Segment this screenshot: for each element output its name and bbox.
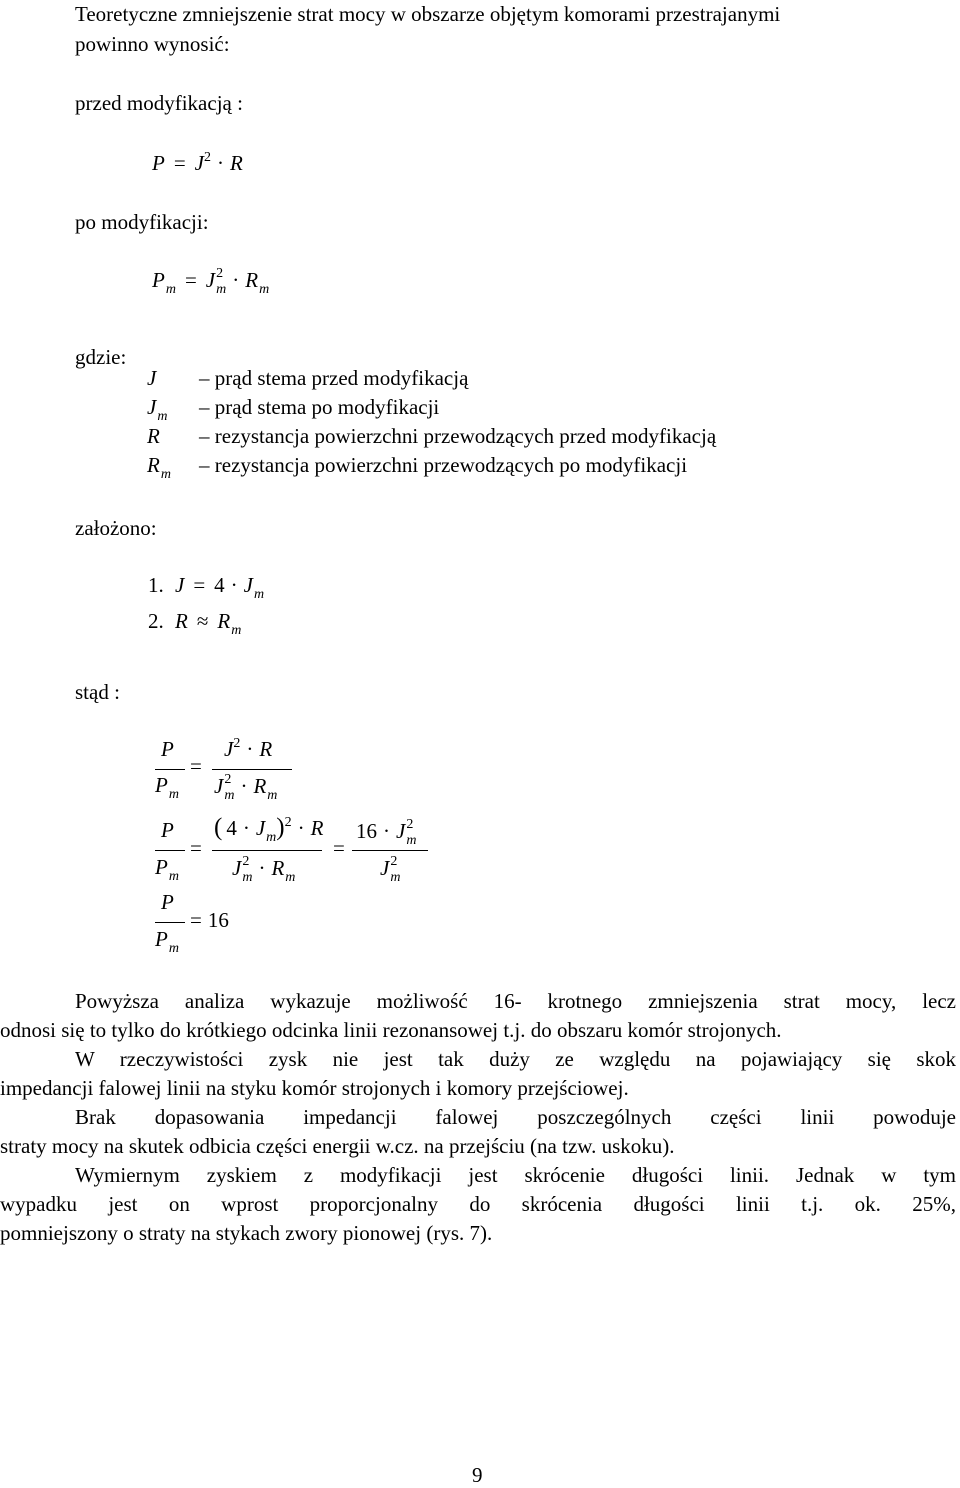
definition-subscript: m — [160, 467, 171, 482]
definition-symbol: J — [147, 395, 157, 419]
dot-operator: · — [240, 773, 248, 798]
exponent: 2 — [242, 854, 250, 869]
symbol-R: R — [271, 855, 285, 880]
label-before: przed modyfikacją : — [75, 91, 243, 115]
label-hence: stąd : — [75, 680, 120, 704]
definition-symbol: R — [147, 424, 160, 448]
subscript-m: m — [285, 869, 296, 885]
symbol-R: R — [259, 737, 273, 761]
symbol-P: P — [152, 267, 165, 292]
item-number: 2. — [148, 609, 164, 633]
fraction-bar — [155, 769, 185, 770]
approx-sign: ≈ — [196, 609, 209, 633]
fraction-bar — [155, 850, 185, 851]
definition-row — [147, 366, 468, 391]
symbol-R: R — [310, 816, 324, 840]
dot-operator: · — [258, 855, 266, 880]
symbol-J: J — [255, 816, 266, 840]
equals-sign: = — [190, 908, 202, 932]
definition-text: – prąd stema po modyfikacji — [199, 395, 440, 419]
definition-row — [147, 395, 440, 424]
symbol-R: R — [230, 151, 243, 175]
exponent: 2 — [204, 150, 211, 165]
dot-operator: · — [232, 267, 240, 292]
label-after: po modyfikacji: — [75, 210, 209, 234]
symbol-J: J — [380, 855, 390, 880]
symbol-P: P — [155, 927, 168, 951]
frac3-denominator — [155, 927, 179, 956]
subscript-m: m — [266, 830, 277, 845]
frac2-numerator — [161, 818, 174, 843]
assumption-1 — [148, 573, 265, 602]
symbol-R: R — [245, 267, 259, 292]
subscript-m: m — [390, 870, 401, 885]
equals-sign: = — [190, 836, 202, 860]
intro-line-1: Teoretyczne zmniejszenie strat mocy w obszarze objętym komorami przestrajanymi — [75, 2, 781, 26]
subscript-m: m — [406, 833, 417, 848]
paragraph-4-line-2: wypadku jest on wprost proporcjonalny do skrócenia długości linii t.j. ok. 25%, — [0, 1192, 956, 1216]
frac2-denominator — [155, 855, 179, 884]
label-assumed: założono: — [75, 516, 157, 540]
paragraph-1-line-2: odnosi się to tylko do krótkiego odcinka linii rezonansowej t.j. do obszaru komór strojonych. — [0, 1018, 782, 1042]
paragraph-3-line-2: straty mocy na skutek odbicia części energii w.cz. na przejściu (na tzw. uskoku). — [0, 1134, 675, 1158]
equals-sign: = — [184, 267, 197, 292]
subscript-m: m — [216, 282, 227, 297]
equals-sign: = — [333, 836, 345, 860]
symbol-P: P — [161, 737, 174, 761]
symbol-J: J — [232, 855, 242, 880]
frac3-result — [190, 908, 229, 933]
exponent: 2 — [216, 266, 224, 281]
paragraph-1-line-1: Powyższa analiza wykazuje możliwość 16- krotnego zmniejszenia strat mocy, lecz — [75, 989, 956, 1013]
equals-sign: = — [193, 573, 206, 597]
equals-sign: = — [173, 151, 186, 175]
symbol-J: J — [224, 737, 234, 761]
dot-operator: · — [242, 816, 250, 840]
definition-text: – rezystancja powierzchni przewodzących po modyfikacji — [199, 453, 688, 477]
symbol-R: R — [217, 609, 231, 633]
frac2-result-denominator — [380, 855, 400, 885]
frac3-numerator — [161, 890, 174, 915]
subscript-m: m — [254, 587, 265, 602]
frac2-rhs-numerator — [214, 814, 324, 845]
dot-operator: · — [383, 818, 390, 843]
frac2-rhs-denominator — [232, 855, 295, 885]
definition-text: – rezystancja powierzchni przewodzących przed modyfikacją — [199, 424, 717, 448]
definition-symbol: J — [147, 366, 157, 390]
symbol-J: J — [194, 151, 204, 175]
subscript-m: m — [242, 870, 253, 885]
paragraph-2-line-2: impedancji falowej linii na styku komór strojonych i komory przejściowej. — [0, 1076, 629, 1100]
exponent: 2 — [390, 854, 398, 869]
fraction-bar — [212, 850, 322, 851]
exponent: 2 — [224, 772, 232, 787]
frac1-denominator — [155, 773, 179, 802]
fraction-bar — [212, 769, 292, 770]
dot-operator: · — [230, 573, 238, 597]
symbol-P: P — [161, 818, 174, 842]
equals-sign: = — [190, 754, 202, 778]
subscript-m: m — [231, 623, 242, 638]
subscript-m: m — [168, 787, 179, 802]
number-16: 16 — [207, 908, 229, 932]
formula-after — [152, 267, 269, 297]
symbol-J: J — [205, 267, 216, 292]
right-paren: ) — [276, 814, 285, 841]
definition-row — [147, 453, 688, 482]
symbol-P: P — [161, 890, 174, 914]
number-4: 4 — [214, 573, 225, 597]
exponent: 2 — [233, 736, 241, 751]
subscript-m: m — [267, 787, 278, 803]
assumption-2 — [148, 609, 242, 638]
symbol-R: R — [253, 773, 267, 798]
fraction-bar — [352, 850, 428, 851]
frac1-numerator — [161, 737, 174, 762]
definition-subscript: m — [157, 409, 168, 424]
symbol-R: R — [175, 609, 188, 633]
formula-before — [152, 151, 243, 176]
subscript-m: m — [168, 941, 179, 956]
subscript-m: m — [224, 788, 235, 803]
exponent: 2 — [284, 815, 292, 830]
symbol-J: J — [396, 818, 406, 843]
frac1-rhs-denominator — [214, 773, 277, 803]
paragraph-3-line-1: Brak dopasowania impedancji falowej poszczególnych części linii powoduje — [75, 1105, 956, 1129]
symbol-J: J — [175, 573, 185, 597]
frac1-rhs-numerator — [224, 737, 272, 762]
symbol-P: P — [155, 855, 168, 879]
definition-row — [147, 424, 716, 449]
left-paren: ( — [214, 814, 223, 841]
subscript-m: m — [168, 869, 179, 884]
number-16: 16 — [356, 818, 377, 843]
frac2-result-numerator — [356, 818, 416, 848]
dot-operator: · — [217, 151, 224, 175]
label-where: gdzie: — [75, 345, 127, 369]
dot-operator: · — [297, 816, 305, 840]
fraction-bar — [155, 922, 185, 923]
page-number: 9 — [472, 1463, 483, 1487]
subscript-m: m — [259, 281, 270, 297]
exponent: 2 — [406, 817, 414, 832]
paragraph-4-line-1: Wymiernym zyskiem z modyfikacji jest skrócenie długości linii. Jednak w tym — [75, 1163, 956, 1187]
paragraph-2-line-1: W rzeczywistości zysk nie jest tak duży ze względu na pojawiający się skok — [75, 1047, 956, 1071]
subscript-m: m — [165, 281, 176, 297]
intro-line-2: powinno wynosić: — [75, 32, 230, 56]
symbol-J: J — [243, 573, 253, 597]
symbol-J: J — [214, 773, 224, 798]
definition-text: – prąd stema przed modyfikacją — [199, 366, 469, 390]
paragraph-4-line-3: pomniejszony o straty na stykach zwory pionowej (rys. 7). — [0, 1221, 493, 1245]
definition-symbol: R — [147, 453, 160, 477]
symbol-P: P — [155, 773, 168, 797]
sup-sub — [216, 267, 226, 297]
symbol-P: P — [152, 151, 165, 175]
item-number: 1. — [148, 573, 164, 597]
dot-operator: · — [246, 737, 254, 761]
number-4: 4 — [226, 816, 237, 840]
